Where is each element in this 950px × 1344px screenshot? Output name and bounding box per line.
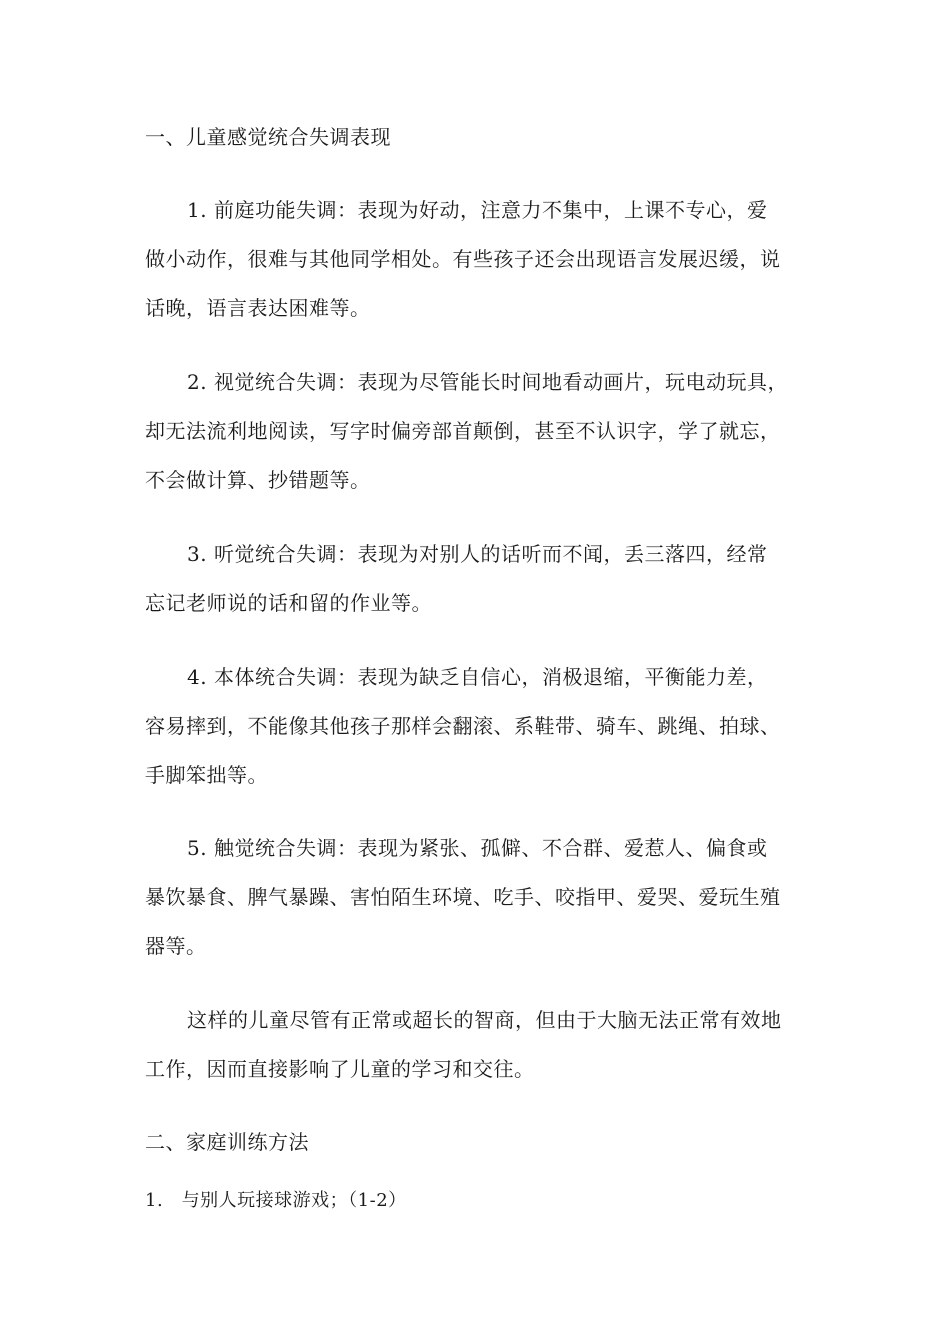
paragraph-line: 话晚，语言表达困难等。 bbox=[145, 296, 371, 320]
paragraph-line: 暴饮暴食、脾气暴躁、害怕陌生环境、吃手、咬指甲、爱哭、爱玩生殖 bbox=[145, 885, 781, 909]
paragraph-line: 却无法流利地阅读，写字时偏旁部首颠倒，甚至不认识字，学了就忘， bbox=[145, 419, 781, 443]
paragraph-line: 这样的儿童尽管有正常或超长的智商，但由于大脑无法正常有效地 bbox=[187, 1008, 782, 1032]
section-heading-2: 二、家庭训练方法 bbox=[145, 1130, 309, 1154]
section-heading-1: 一、儿童感觉统合失调表现 bbox=[145, 125, 391, 149]
paragraph-line: 容易摔到，不能像其他孩子那样会翻滚、系鞋带、骑车、跳绳、拍球、 bbox=[145, 714, 781, 738]
paragraph-line: 做小动作，很难与其他同学相处。有些孩子还会出现语言发展迟缓，说 bbox=[145, 247, 781, 271]
paragraph-line: 忘记老师说的话和留的作业等。 bbox=[145, 591, 432, 615]
paragraph-line: 不会做计算、抄错题等。 bbox=[145, 468, 371, 492]
paragraph-line: 器等。 bbox=[145, 934, 207, 958]
paragraph-line: 4. 本体统合失调：表现为缺乏自信心，消极退缩，平衡能力差， bbox=[187, 665, 768, 689]
list-item: 1. 与别人玩接球游戏；（1-2） bbox=[145, 1190, 407, 1211]
paragraph-line: 3. 听觉统合失调：表现为对别人的话听而不闻，丢三落四，经常 bbox=[187, 542, 768, 566]
paragraph-line: 2. 视觉统合失调：表现为尽管能长时间地看动画片，玩电动玩具， bbox=[187, 370, 788, 394]
paragraph-line: 5. 触觉统合失调：表现为紧张、孤僻、不合群、爱惹人、偏食或 bbox=[187, 836, 768, 860]
paragraph-line: 工作，因而直接影响了儿童的学习和交往。 bbox=[145, 1057, 535, 1081]
paragraph-line: 1. 前庭功能失调：表现为好动，注意力不集中，上课不专心，爱 bbox=[187, 198, 768, 222]
paragraph-line: 手脚笨拙等。 bbox=[145, 763, 268, 787]
